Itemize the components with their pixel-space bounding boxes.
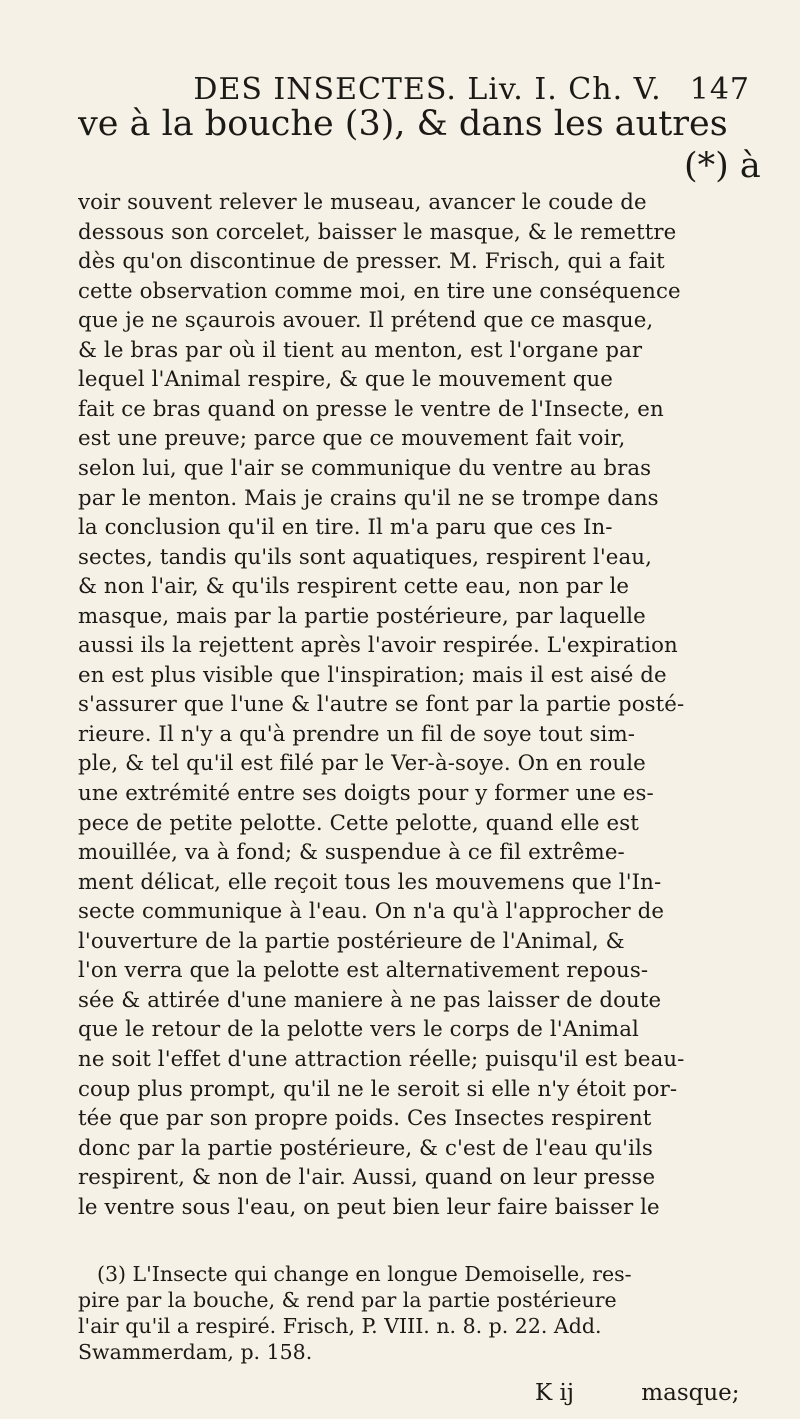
continuation-line: ve à la bouche (3), & dans les autres [78, 104, 728, 144]
body-line: & non l'air, & qu'ils respirent cette eau, non par le [78, 574, 630, 600]
body-line: masque, mais par la partie postérieure, par laquelle [78, 603, 646, 629]
body-line: s'assurer que l'une & l'autre se font par la partie posté- [78, 692, 685, 718]
body-line: aussi ils la rejettent après l'avoir respirée. L'expiration [78, 633, 678, 659]
body-line: est une preuve; parce que ce mouvement fait voir, [78, 426, 626, 452]
body-line: dessous son corcelet, baisser le masque, & le remettre [78, 219, 677, 245]
body-line: tée que par son propre poids. Ces Insectes respirent [78, 1106, 652, 1132]
body-line: une extrémité entre ses doigts pour y former une es- [78, 781, 654, 806]
body-line: le ventre sous l'eau, on peut bien leur faire baisser le [78, 1194, 660, 1220]
catchword: masque; [641, 1380, 740, 1406]
body-line: par le menton. Mais je crains qu'il ne se trompe dans [78, 485, 659, 511]
page-number: 147 [689, 72, 750, 107]
body-line: mouillée, va à fond; & suspendue à ce fil extrême- [78, 840, 625, 866]
footnote-marker: (*) à [684, 146, 761, 186]
footnote-line: Swammerdam, p. 158. [78, 1340, 313, 1364]
footnote-line: pire par la bouche, & rend par la partie postérieure [78, 1288, 617, 1312]
running-header [95, 72, 760, 107]
body-line: & le bras par où il tient au menton, est l'organe par [78, 337, 643, 363]
body-line: ple, & tel qu'il est filé par le Ver-à-soye. On en roule [78, 751, 646, 777]
body-line: que je ne sçaurois avouer. Il prétend que ce masque, [78, 308, 654, 334]
body-line: ne soit l'effet d'une attraction réelle; puisqu'il est beau- [78, 1046, 685, 1072]
signature-mark: K ij [535, 1380, 574, 1406]
body-line: cette observation comme moi, en tire une conséquence [78, 278, 681, 304]
body-line: donc par la partie postérieure, & c'est de l'eau qu'ils [78, 1135, 653, 1161]
body-line: respirent, & non de l'air. Aussi, quand on leur presse [78, 1165, 656, 1191]
body-line: sée & attirée d'une maniere à ne pas laisser de doute [78, 987, 662, 1013]
body-line: coup plus prompt, qu'il ne le seroit si elle n'y étoit por- [78, 1076, 678, 1102]
body-line: lequel l'Animal respire, & que le mouvement que [78, 367, 613, 393]
body-line: rieure. Il n'y a qu'à prendre un fil de soye tout sim- [78, 721, 636, 747]
body-line: pece de petite pelotte. Cette pelotte, quand elle est [78, 810, 639, 836]
body-line: sectes, tandis qu'ils sont aquatiques, respirent l'eau, [78, 544, 652, 570]
running-title: DES INSECTES. Liv. I. Ch. V. [193, 72, 662, 107]
footnote-line: l'air qu'il a respiré. Frisch, P. VIII. n. 8. p. 22. Add. [78, 1314, 602, 1338]
footnote-line: (3) L'Insecte qui change en longue Demoiselle, res- [97, 1262, 632, 1286]
body-line: l'on verra que la pelotte est alternativement repous- [78, 958, 649, 984]
page-footer [535, 1380, 740, 1406]
body-line: selon lui, que l'air se communique du ventre au bras [78, 455, 652, 481]
body-line: secte communique à l'eau. On n'a qu'à l'approcher de [78, 899, 665, 925]
body-line: dès qu'on discontinue de presser. M. Frisch, qui a fait [78, 249, 665, 275]
body-line: ment délicat, elle reçoit tous les mouvemens que l'In- [78, 869, 662, 895]
body-line: la conclusion qu'il en tire. Il m'a paru que ces In- [78, 515, 613, 541]
body-line: l'ouverture de la partie postérieure de l'Animal, & [78, 928, 625, 954]
body-line: voir souvent relever le museau, avancer le coude de [78, 190, 647, 215]
body-line: fait ce bras quand on presse le ventre de l'Insecte, en [78, 396, 664, 422]
body-line: que le retour de la pelotte vers le corps de l'Animal [78, 1017, 639, 1043]
body-line: en est plus visible que l'inspiration; mais il est aisé de [78, 662, 667, 688]
